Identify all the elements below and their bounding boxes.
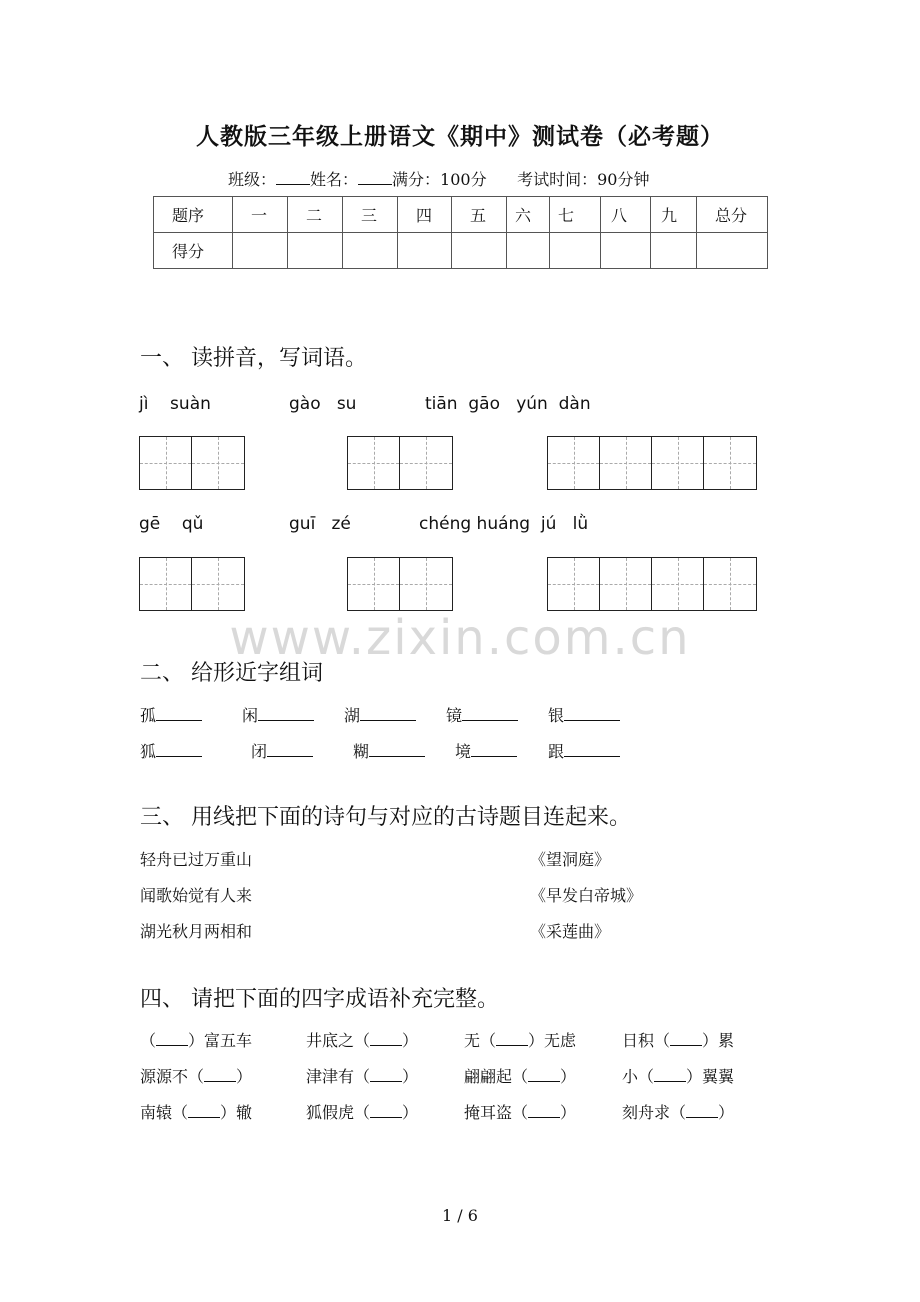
score-header-cell: 八 [601,197,651,233]
idiom-item: 掩耳盗（ ） [464,1103,577,1122]
grid-cell[interactable] [600,437,652,489]
info-line [228,167,649,190]
word-item [242,703,314,726]
char: 闲 [242,706,259,725]
score-header-cell: 七 [550,197,601,233]
word-item [140,739,202,762]
idiom-item: （ ）富五车 [140,1031,253,1050]
idiom-item: 无（ ）无虑 [464,1031,577,1050]
grid-cell[interactable] [348,437,400,489]
idiom-blank[interactable] [370,1104,402,1118]
answer-blank[interactable] [156,742,202,757]
char: 银 [548,706,565,725]
section2-heading: 二、 给形近字组词 [140,661,323,686]
score-header-cell: 二 [288,197,343,233]
score-cell[interactable] [601,233,651,269]
grid-cell[interactable] [140,558,192,610]
idiom-blank[interactable] [156,1032,188,1046]
score-cell[interactable] [651,233,697,269]
pinyin-label: jì suàn [139,394,211,414]
char: 镜 [446,706,463,725]
idiom-item: 津津有（ ） [306,1067,419,1086]
score-header-cell: 一 [233,197,288,233]
word-item [455,739,517,762]
answer-blank[interactable] [360,706,416,721]
class-label: 班级： [228,170,277,189]
score-header-cell: 四 [398,197,452,233]
grid-cell[interactable] [192,558,244,610]
score-table [153,196,768,269]
idiom-item: 翩翩起（ ） [464,1067,577,1086]
answer-blank[interactable] [564,706,620,721]
grid-cell[interactable] [400,558,452,610]
watermark: www.zixin.com.cn [229,610,691,666]
idiom-blank[interactable] [204,1068,236,1082]
writing-grid[interactable] [139,436,245,490]
grid-cell[interactable] [652,437,704,489]
idiom-blank[interactable] [188,1104,220,1118]
answer-blank[interactable] [462,706,518,721]
pinyin-label: chéng huáng jú lǜ [419,514,589,534]
page-title: 人教版三年级上册语文《期中》测试卷（必考题） [196,123,724,150]
idiom-blank[interactable] [686,1104,718,1118]
writing-grid[interactable] [347,557,453,611]
section1-heading: 一、 读拼音，写词语。 [140,346,367,371]
poem-line[interactable]: 湖光秋月两相和 [140,922,253,941]
writing-grid[interactable] [139,557,245,611]
char: 孤 [140,706,157,725]
score-cell[interactable] [697,233,768,269]
section4-heading: 四、 请把下面的四字成语补充完整。 [140,987,499,1012]
score-header-cell: 题序 [154,197,233,233]
class-blank[interactable] [276,170,310,185]
char: 湖 [344,706,361,725]
idiom-blank[interactable] [670,1032,702,1046]
idiom-blank[interactable] [528,1068,560,1082]
grid-cell[interactable] [548,558,600,610]
exam-time: 考试时间：90分钟 [517,170,650,189]
score-cell[interactable] [233,233,288,269]
score-cell[interactable] [550,233,601,269]
word-item [548,703,620,726]
idiom-blank[interactable] [370,1068,402,1082]
poem-line[interactable]: 闻歌始觉有人来 [140,886,253,905]
answer-blank[interactable] [369,742,425,757]
score-header-cell: 三 [343,197,398,233]
pinyin-label: guī zé [289,514,351,534]
char: 境 [455,742,472,761]
poem-title[interactable]: 《采莲曲》 [530,922,611,941]
idiom-item: 刻舟求（ ） [622,1103,735,1122]
score-header-cell: 九 [651,197,697,233]
page-number: 1 / 6 [442,1206,478,1225]
poem-line[interactable]: 轻舟已过万重山 [140,850,253,869]
pinyin-label: gào su [289,394,357,414]
pinyin-label: tiān gāo yún dàn [425,394,591,414]
poem-title[interactable]: 《早发白帝城》 [530,886,643,905]
word-item [446,703,518,726]
word-item [344,703,416,726]
writing-grid[interactable] [547,557,757,611]
char: 闭 [251,742,268,761]
score-header-cell: 五 [452,197,507,233]
idiom-item: 小（ ）翼翼 [622,1067,735,1086]
score-header-cell: 六 [507,197,550,233]
grid-cell[interactable] [704,437,756,489]
grid-cell[interactable] [192,437,244,489]
writing-grid[interactable] [547,436,757,490]
idiom-blank[interactable] [370,1032,402,1046]
writing-grid[interactable] [347,436,453,490]
score-header-row [154,197,768,233]
grid-cell[interactable] [600,558,652,610]
idiom-blank[interactable] [654,1068,686,1082]
answer-blank[interactable] [471,742,517,757]
char: 糊 [353,742,370,761]
score-row-label: 得分 [154,233,233,269]
grid-cell[interactable] [400,437,452,489]
name-blank[interactable] [358,170,392,185]
name-label: 姓名： [310,170,359,189]
char: 狐 [140,742,157,761]
score-cell[interactable] [288,233,343,269]
idiom-item: 井底之（ ） [306,1031,419,1050]
grid-cell[interactable] [348,558,400,610]
word-item [353,739,425,762]
char: 跟 [548,742,565,761]
word-item [251,739,313,762]
word-item [140,703,202,726]
grid-cell[interactable] [704,558,756,610]
idiom-item: 源源不（ ） [140,1067,253,1086]
idiom-item: 南辕（ ）辙 [140,1103,253,1122]
answer-blank[interactable] [564,742,620,757]
score-cell[interactable] [452,233,507,269]
section3-heading: 三、 用线把下面的诗句与对应的古诗题目连起来。 [140,805,631,830]
answer-blank[interactable] [267,742,313,757]
word-item [548,739,620,762]
answer-blank[interactable] [156,706,202,721]
grid-cell[interactable] [548,437,600,489]
full-score: 满分：100分 [392,170,487,189]
score-row [154,233,768,269]
score-cell[interactable] [398,233,452,269]
poem-title[interactable]: 《望洞庭》 [530,850,611,869]
pinyin-label: gē qǔ [139,514,204,534]
score-cell[interactable] [343,233,398,269]
grid-cell[interactable] [140,437,192,489]
idiom-item: 狐假虎（ ） [306,1103,419,1122]
score-cell[interactable] [507,233,550,269]
score-header-cell: 总分 [697,197,768,233]
idiom-item: 日积（ ）累 [622,1031,735,1050]
idiom-blank[interactable] [496,1032,528,1046]
idiom-blank[interactable] [528,1104,560,1118]
grid-cell[interactable] [652,558,704,610]
answer-blank[interactable] [258,706,314,721]
